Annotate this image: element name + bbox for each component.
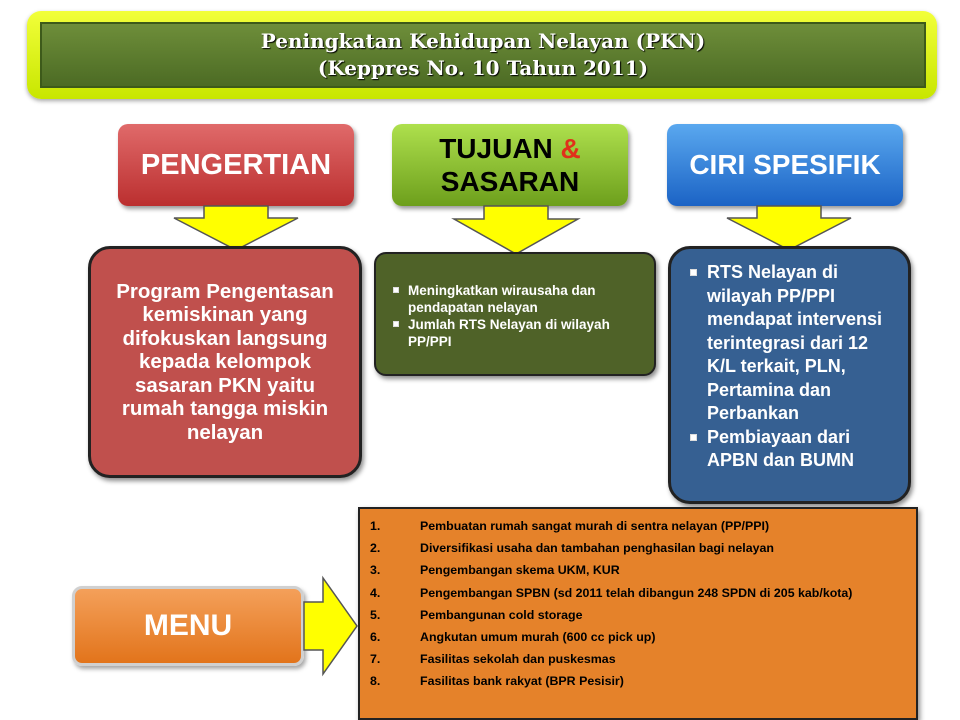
list-item: 3. Pengembangan skema UKM, KUR [370, 563, 620, 578]
title-banner [40, 22, 926, 88]
menu-list-box [358, 507, 918, 720]
tujuan-header-line-1 [439, 132, 581, 165]
ciri-list [687, 261, 898, 473]
list-item: Jumlah RTS Nelayan di wilayah PP/PPI [390, 316, 640, 350]
list-item: RTS Nelayan di wilayah PP/PPI mendapat intervensi terintegrasi dari 12 K/L terkait, PLN, Pertamina dan Perbankan [687, 261, 898, 426]
pengertian-box [88, 246, 362, 478]
list-item: Pembiayaan dari APBN dan BUMN [687, 426, 898, 473]
list-item: 1. Pembuatan rumah sangat murah di sentra nelayan (PP/PPI) [370, 519, 770, 533]
down-arrow-icon [172, 205, 300, 251]
list-item: Meningkatkan wirausaha dan pendapatan nelayan [390, 282, 640, 316]
ciri-spesifik-header[interactable]: CIRI SPESIFIK [667, 124, 903, 206]
tujuan-list [390, 282, 640, 350]
down-arrow-icon [725, 205, 853, 251]
list-item: 6. Angkutan umum murah (600 cc pick up) [370, 630, 656, 645]
tujuan-sasaran-header[interactable] [392, 124, 628, 206]
pengertian-text: Program Pengentasan kemiskinan yang difokuskan langsung kepada kelompok sasaran PKN yaitu rumah tangga miskin nelayan [116, 280, 334, 444]
tujuan-header-line-2: SASARAN [440, 166, 580, 197]
right-arrow-icon [303, 576, 359, 676]
pengertian-header[interactable]: PENGERTIAN [118, 124, 354, 206]
title-line-2: (Keppres No. 10 Tahun 2011) [317, 56, 649, 80]
menu-button[interactable]: MENU [72, 586, 304, 666]
tujuan-box [374, 252, 656, 376]
ciri-box [668, 246, 911, 504]
ampersand: & [560, 133, 581, 164]
down-arrow-icon [452, 205, 580, 255]
menu-list [370, 515, 906, 693]
tujuan-word: TUJUAN [439, 133, 553, 164]
list-item: 4. Pengembangan SPBN (sd 2011 telah dibangun 248 SPDN di 205 kab/kota) [370, 585, 853, 600]
title-line-1: Peningkatan Kehidupan Nelayan (PKN) [260, 29, 706, 53]
list-item: 8. Fasilitas bank rakyat (BPR Pesisir) [370, 674, 624, 689]
list-item: 2. Diversifikasi usaha dan tambahan penghasilan bagi nelayan [370, 541, 774, 556]
list-item: 7. Fasilitas sekolah dan puskesmas [370, 652, 616, 667]
list-item: 5. Pembangunan cold storage [370, 607, 583, 622]
